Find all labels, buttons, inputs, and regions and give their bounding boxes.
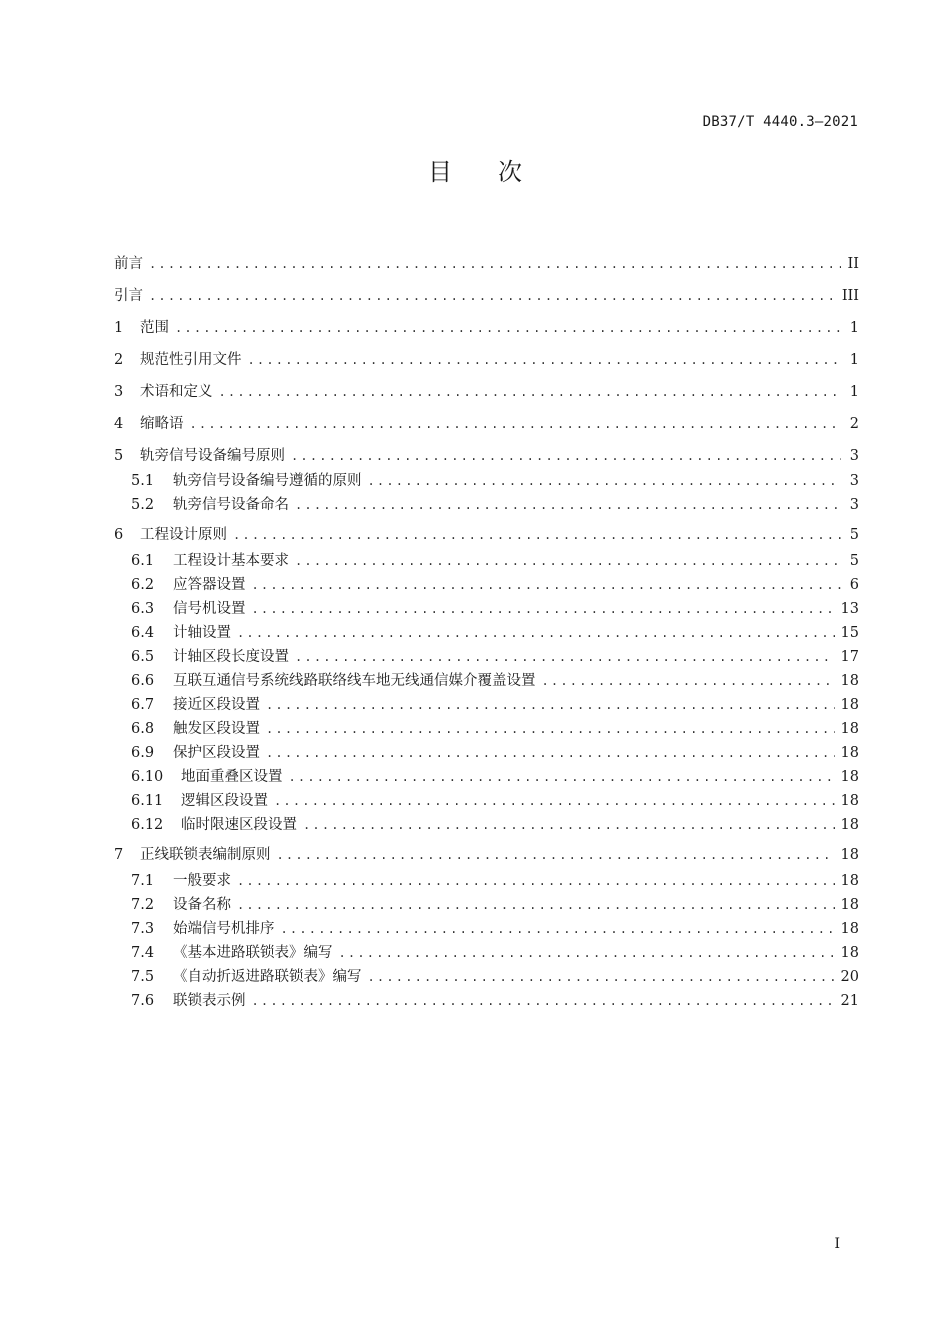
- toc-leader-dots: [149, 289, 836, 303]
- toc-leader-dots: [149, 257, 841, 271]
- toc-subentry[interactable]: [114, 869, 859, 890]
- toc-entry-page: 5: [849, 553, 859, 569]
- toc-entry-label: 工程设计基本要求: [173, 553, 289, 569]
- toc-entry-number: 1: [114, 320, 124, 336]
- toc-entry-label: 工程设计原则: [140, 527, 227, 543]
- toc-entry-number: 6.4: [131, 625, 155, 641]
- toc-leader-dots: [368, 970, 835, 984]
- toc-entry-page: 18: [840, 945, 859, 961]
- toc-entry-label: 应答器设置: [173, 577, 246, 593]
- toc-entry-page: 18: [840, 745, 859, 761]
- toc-subentry[interactable]: [114, 597, 859, 618]
- toc-leader-dots: [277, 848, 835, 862]
- toc-subentry[interactable]: [114, 989, 859, 1010]
- toc-leader-dots: [266, 698, 835, 712]
- toc-entry-number: 6.7: [131, 697, 155, 713]
- toc-leader-dots: [252, 602, 835, 616]
- toc-entry-number: 5.1: [131, 473, 155, 489]
- toc-entry-page: 18: [840, 873, 859, 889]
- toc-entry-number: 7.2: [131, 897, 155, 913]
- toc-entry-page: 13: [840, 601, 859, 617]
- toc-leader-dots: [542, 674, 835, 688]
- toc-entry-number: 6.5: [131, 649, 155, 665]
- toc-entry-label: 轨旁信号设备编号遵循的原则: [173, 473, 362, 489]
- toc-entry[interactable]: [114, 380, 859, 401]
- toc-entry-page: 18: [840, 673, 859, 689]
- toc-entry[interactable]: [114, 412, 859, 433]
- toc-entry-label: 联锁表示例: [173, 993, 246, 1009]
- toc-entry-page: 20: [840, 969, 859, 985]
- toc-entry-number: 5.2: [131, 497, 155, 513]
- toc-subentry[interactable]: [114, 693, 859, 714]
- toc-entry-page: 3: [849, 497, 859, 513]
- toc-entry-number: 6.9: [131, 745, 155, 761]
- toc-subentry[interactable]: [114, 621, 859, 642]
- toc-entry-number: 6.3: [131, 601, 155, 617]
- toc-entry[interactable]: [114, 843, 859, 864]
- toc-entry-page: 18: [840, 697, 859, 713]
- toc-entry-number: 7.3: [131, 921, 155, 937]
- toc-leader-dots: [289, 770, 835, 784]
- toc-entry-label: 轨旁信号设备命名: [173, 497, 289, 513]
- toc-entry-page: 18: [840, 897, 859, 913]
- toc-entry-number: 7.4: [131, 945, 155, 961]
- toc-leader-dots: [237, 874, 835, 888]
- toc-entry-page: 18: [840, 769, 859, 785]
- toc-entry-number: 6.10: [131, 769, 164, 785]
- toc-entry-page: 21: [840, 993, 859, 1009]
- toc-subentry[interactable]: [114, 469, 859, 490]
- toc-entry[interactable]: [114, 444, 859, 465]
- toc-entry-label: 临时限速区段设置: [181, 817, 297, 833]
- toc-entry-label: 设备名称: [173, 897, 231, 913]
- toc-entry-page: 15: [840, 625, 859, 641]
- toc-subentry[interactable]: [114, 893, 859, 914]
- toc-entry-number: 6.2: [131, 577, 155, 593]
- toc-entry[interactable]: [114, 523, 859, 544]
- toc-subentry[interactable]: [114, 717, 859, 738]
- toc-leader-dots: [295, 554, 841, 568]
- toc-entry-label: 范围: [140, 320, 169, 336]
- toc-entry-number: 5: [114, 448, 124, 464]
- toc-entry-number: 7.1: [131, 873, 155, 889]
- toc-entry-label: 逻辑区段设置: [181, 793, 268, 809]
- toc-entry-number: 6.8: [131, 721, 155, 737]
- toc-subentry[interactable]: [114, 965, 859, 986]
- toc-entry-number: 6.6: [131, 673, 155, 689]
- toc-subentry[interactable]: [114, 813, 859, 834]
- toc-leader-dots: [281, 922, 835, 936]
- toc-entry-page: 18: [840, 921, 859, 937]
- toc-leader-dots: [266, 722, 835, 736]
- toc-entry-number: 4: [114, 416, 124, 432]
- toc-leader-dots: [295, 650, 835, 664]
- toc-title-char-2: 次: [498, 158, 522, 186]
- toc-entry-label: 一般要求: [173, 873, 231, 889]
- toc-entry-number: 6: [114, 527, 124, 543]
- toc-entry-label: 缩略语: [140, 416, 184, 432]
- toc-entry-number: 2: [114, 352, 124, 368]
- toc-subentry[interactable]: [114, 573, 859, 594]
- toc-leader-dots: [266, 746, 835, 760]
- toc-leader-dots: [252, 994, 835, 1008]
- toc-subentry[interactable]: [114, 741, 859, 762]
- toc-entry-label: 规范性引用文件: [140, 352, 242, 368]
- toc-entry-page: 6: [849, 577, 859, 593]
- toc-subentry[interactable]: [114, 493, 859, 514]
- toc-subentry[interactable]: [114, 549, 859, 570]
- toc-leader-dots: [368, 474, 842, 488]
- toc-entry-page: II: [847, 256, 859, 272]
- toc-entry-page: III: [841, 288, 859, 304]
- toc-leader-dots: [219, 385, 842, 399]
- toc-entry-page: 17: [840, 649, 859, 665]
- toc-entry-page: 5: [849, 527, 859, 543]
- toc-entry-label: 《基本进路联锁表》编写: [173, 945, 333, 961]
- toc-entry-label: 引言: [114, 288, 143, 304]
- toc-leader-dots: [274, 794, 835, 808]
- toc-entry-label: 前言: [114, 256, 143, 272]
- toc-entry-page: 1: [849, 384, 859, 400]
- toc-title: [0, 152, 950, 187]
- toc-entry-page: 18: [840, 817, 859, 833]
- toc-leader-dots: [339, 946, 835, 960]
- toc-entry-number: 7: [114, 847, 124, 863]
- toc-entry-number: 3: [114, 384, 124, 400]
- toc-leader-dots: [175, 321, 841, 335]
- toc-entry-page: 1: [849, 352, 859, 368]
- toc-entry-number: 6.1: [131, 553, 155, 569]
- toc-leader-dots: [295, 498, 841, 512]
- toc-entry[interactable]: [114, 316, 859, 337]
- toc-leader-dots: [190, 417, 842, 431]
- toc-entry-label: 计轴设置: [173, 625, 231, 641]
- toc-entry-label: 接近区段设置: [173, 697, 260, 713]
- toc-entry-label: 轨旁信号设备编号原则: [140, 448, 285, 464]
- toc-entry-number: 7.6: [131, 993, 155, 1009]
- toc-entry-page: 3: [849, 473, 859, 489]
- toc-subentry[interactable]: [114, 765, 859, 786]
- toc-entry-label: 术语和定义: [140, 384, 213, 400]
- toc-entry[interactable]: [114, 252, 859, 273]
- toc-entry[interactable]: [114, 348, 859, 369]
- toc-entry-page: 1: [849, 320, 859, 336]
- toc-leader-dots: [252, 578, 842, 592]
- toc-entry-label: 保护区段设置: [173, 745, 260, 761]
- toc-subentry[interactable]: [114, 645, 859, 666]
- page-number: I: [834, 1236, 840, 1252]
- toc-leader-dots: [237, 898, 835, 912]
- toc-entry-number: 6.11: [131, 793, 164, 809]
- toc-entry-label: 触发区段设置: [173, 721, 260, 737]
- toc-entry-label: 计轴区段长度设置: [173, 649, 289, 665]
- toc-entry-page: 18: [840, 721, 859, 737]
- toc-entry-page: 3: [849, 448, 859, 464]
- toc-entry-label: 始端信号机排序: [173, 921, 275, 937]
- toc-entry-label: 正线联锁表编制原则: [140, 847, 271, 863]
- toc-subentry[interactable]: [114, 669, 859, 690]
- toc-entry-label: 信号机设置: [173, 601, 246, 617]
- toc-title-char-1: 目: [428, 158, 452, 186]
- toc-entry-page: 18: [840, 847, 859, 863]
- toc-leader-dots: [291, 449, 841, 463]
- toc-leader-dots: [248, 353, 842, 367]
- toc-entry[interactable]: [114, 284, 859, 305]
- toc-leader-dots: [237, 626, 835, 640]
- toc-subentry[interactable]: [114, 941, 859, 962]
- toc-subentry[interactable]: [114, 789, 859, 810]
- toc-entry-page: 2: [849, 416, 859, 432]
- toc-leader-dots: [233, 528, 841, 542]
- toc-entry-label: 地面重叠区设置: [181, 769, 283, 785]
- toc-entry-number: 7.5: [131, 969, 155, 985]
- toc-subentry[interactable]: [114, 917, 859, 938]
- toc-entry-label: 互联互通信号系统线路联络线车地无线通信媒介覆盖设置: [173, 673, 536, 689]
- toc-entry-page: 18: [840, 793, 859, 809]
- toc-entry-number: 6.12: [131, 817, 164, 833]
- toc-entry-label: 《自动折返进路联锁表》编写: [173, 969, 362, 985]
- document-code: DB37/T 4440.3—2021: [702, 114, 858, 130]
- toc-leader-dots: [303, 818, 835, 832]
